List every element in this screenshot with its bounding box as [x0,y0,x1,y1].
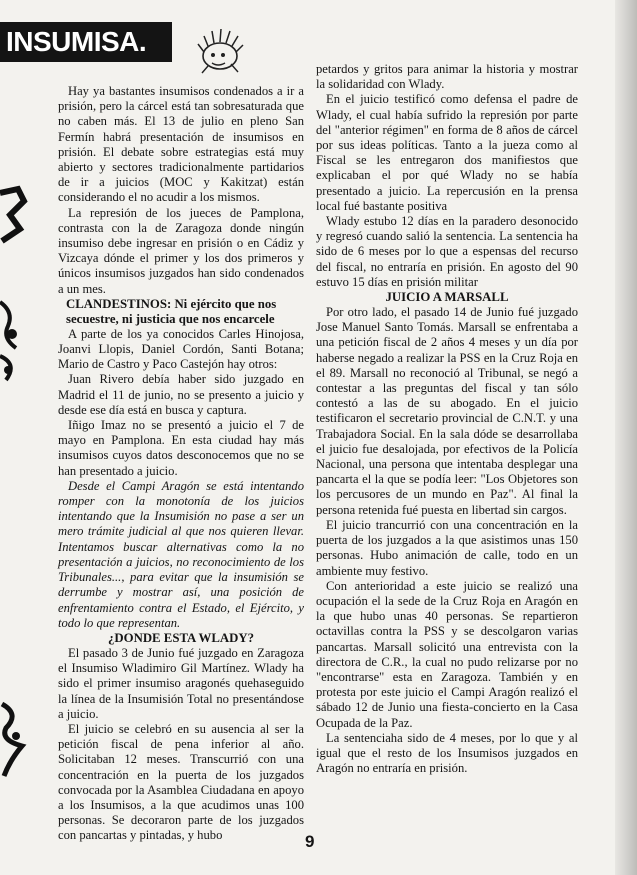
paragraph: El pasado 3 de Junio fué juzgado en Zaragoza el Insumiso Wladimiro Gil Martínez. Wlady ha sido el primer insumiso aragonés quehaseguido la línea de la Insumisión Total no presentándose a juicio. [58,645,304,721]
paragraph: La sentenciaha sido de 4 meses, por lo que y al igual que el resto de los Insumisos juzgados en Aragón no entraría en prisión. [316,730,578,776]
hedgehog-icon [190,22,250,78]
paragraph-italic: Desde el Campi Aragón se está intentando romper con la monotonía de los juicios intentando que la Insumisión no pase a ser un mero trámite judicial al que nos quieren llevar. Intentamos buscar alternativas como la no presentación a juicios, no reconocimiento de los Tribunales..., para evitar que la insumisión se derrumbe y mostrar así, una posición de enfrentamiento contra el Estado, el Ejército, y todo lo que representan. [58,478,304,630]
subheading: JUICIO A MARSALL [385,290,509,305]
paragraph: El juicio trancurrió con una concentración en la puerta de los juzgados a la que asistimos unas 150 personas. Hubo animación de calle, todo en un ambiente muy festivo. [316,517,578,578]
page-number: 9 [305,832,315,851]
paragraph: petardos y gritos para animar la historia y mostrar la solidaridad con Wlady. [316,62,578,92]
right-column [316,62,578,776]
left-column [58,84,304,844]
subheading: CLANDESTINOS: Ni ejército que nos secuestre, ni justicia que nos encarcele [66,296,277,326]
paragraph: Con anterioridad a este juicio se realizó una ocupación el la sede de la Cruz Roja en Aragón en la que hubo unas 40 personas. Se repartieron octavillas contra la PSS y se descolgaron varias pancartas. Marsall solicitó una entrevista con la directora de C.R., la cual no pudo relizarse por no "encontrarse" esta en Zaragoza. También y en protesta por este juicio el Campi Aragón realizó el sábado 12 de Junio una fiesta-concierto en la Casa Ocupada de la Paz. [316,578,578,730]
margin-figure-icon [0,185,28,245]
section-banner: INSUMISA. [0,22,172,62]
paragraph: A parte de los ya conocidos Carles Hinojosa, Joanvi Llopis, Daniel Cordón, Santi Botana; Mario de Castro y Paco Castejón hay otros: [58,326,304,372]
paragraph: Wlady estubo 12 días en la paradero desonocido y regresó cuando salió la sentencia. La sentencia ha sido de 6 meses por lo que a espensas del recurso del fiscal, no entraría en prisión. En agosto del 90 estuvo 15 días en prisión militar [316,214,578,289]
paragraph: La represión de los jueces de Pamplona, contrasta con la de Zaragoza donde ningún insumiso debe ingresar en prisión o en Cádiz y Vizcaya dónde el primer y los dos primeros y únicos insumisos juzgados han sido condenados a un mes. [58,205,304,296]
page-edge-shadow [615,0,637,875]
margin-crowd-icon [0,292,28,392]
paragraph: En el juicio testificó como defensa el padre de Wlady, el cual había sufrido la represión por parte del "anterior régimen" en forma de 8 años de cárcel por sus ideas políticas. Tanto a la jueza como al Fiscal se les entregaron dos manifiestos que explicaban el por qué Wlady no se había presentado a juicio. La repercusión en la prensa local fué bastante positiva [316,92,578,213]
paragraph: Iñigo Imaz no se presentó a juicio el 7 de mayo en Pamplona. En esta ciudad hay más insumisos cuyos datos desconocemos que no se han presentado a juicio. [58,418,304,478]
paragraph: Por otro lado, el pasado 14 de Junio fué juzgado Jose Manuel Santo Tomás. Marsall se enfrentaba a una petición fiscal de 2 años 4 meses y un día por haberse negado a realizar la PSS en la Cruz Roja en el 89. Marsall no reconoció al Tribunal, se negó a contestar a las preguntas del fiscal y tan sólo contestó a las de su abogado. En el juicio testificaron el secretario provincial de C.N.T. y una Trabajadora Social. En la sala dóde se desarrollaba el juicio fue desalojada, por efectivos de la Policía Nacional, una persona que intentaba desplegar una pancarta el la que se podía leer: "Los Objetores son los percusores de un mundo en Paz". Al final la persona retenida fué puesta en libertad sin cargos. [316,305,578,517]
paragraph: Hay ya bastantes insumisos condenados a ir a prisión, pero la cárcel está tan sobresaturada que no caben más. El 13 de julio en pleno San Fermín habrá presentación de insumisos en prisión. El debate sobre estrategias está muy abierto y sectores tradicionalmente partidarios de ir a juicios (MOC y Kakitzat) están considerando el no acudir a los mismos. [58,84,304,205]
paragraph: Juan Rivero debía haber sido juzgado en Madrid el 11 de junio, no se presento a juicio y desde ese día está en busca y captura. [58,372,304,417]
subheading: ¿DONDE ESTA WLADY? [107,630,254,645]
paragraph: El juicio se celebró en su ausencia al ser la petición fiscal de pena inferior al año. Solicitaban 12 meses. Transcurrió con una concentración en la puerta de los juzgados convocada por la Asamblea Ciudadana en apoyo a los Insumisos, a la que acudimos unas 100 personas. Se decoraron parte de los juzgados con pancartas y pintadas, y hubo [58,721,304,843]
margin-figure-icon [0,700,28,780]
